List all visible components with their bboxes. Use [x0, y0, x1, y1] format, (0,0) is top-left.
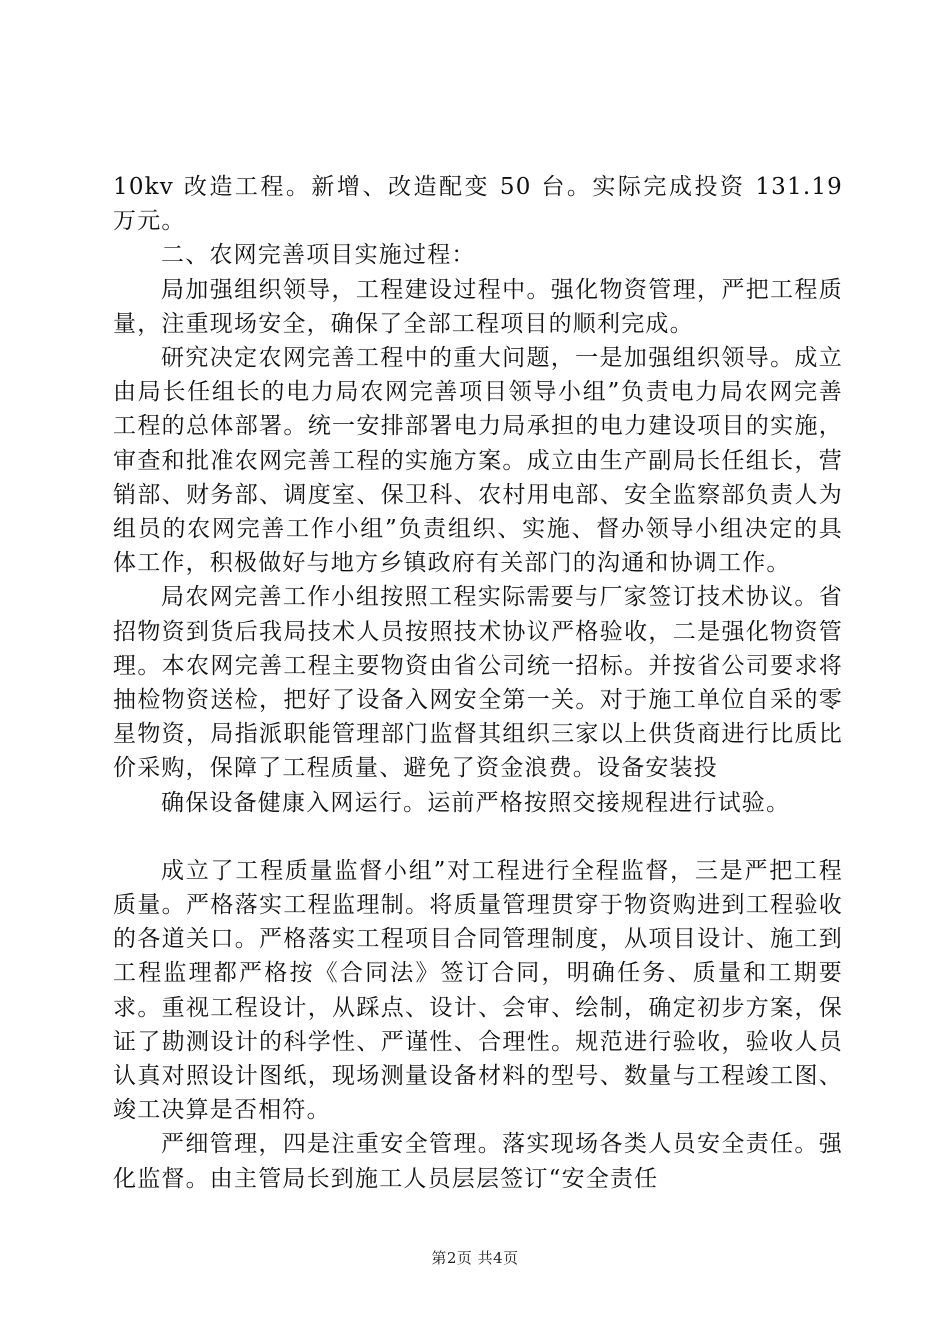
- page-number-footer: 第2页 共4页: [431, 1249, 519, 1267]
- section-heading-implementation: 二、农网完善项目实施过程：: [161, 242, 476, 269]
- paragraph-investment-summary: 10kv 改造工程。新增、改造配变 50 台。实际完成投资 131.19 万元。: [113, 174, 843, 235]
- paragraph-organization: 研究决定农网完善工程中的重大问题，一是加强组织领导。成立由局长任组长的电力局农网完善项目领导小组”负责电力局农网完善工程的总体部署。统一安排部署电力局承担的电力建设项目的实施，审查和批准农网完善工程的实施方案。成立由生产副局长任组长，营销部、财务部、调度室、保卫科、农村用电部、安全监察部负责人为组员的农网完善工作小组”负责组织、实施、督办领导小组决定的具体工作，积极做好与地方乡镇政府有关部门的沟通和协调工作。: [113, 345, 843, 577]
- paragraph-overview: 局加强组织领导，工程建设过程中。强化物资管理，严把工程质量，注重现场安全，确保了全部工程项目的顺利完成。: [113, 276, 843, 337]
- paragraph-safety: 严细管理，四是注重安全管理。落实现场各类人员安全责任。强化监督。由主管局长到施工人员层层签订“安全责任: [113, 1131, 843, 1192]
- document-body: [113, 170, 843, 1196]
- paragraph-materials: 局农网完善工作小组按照工程实际需要与厂家签订技术协议。省招物资到货后我局技术人员按照技术协议严格验收，二是强化物资管理。本农网完善工程主要物资由省公司统一招标。并按省公司要求将抽检物资送检，把好了设备入网安全第一关。对于施工单位自采的零星物资，局指派职能管理部门监督其组织三家以上供货商进行比质比价采购，保障了工程质量、避免了资金浪费。设备安装投: [113, 584, 843, 782]
- paragraph-quality: 成立了工程质量监督小组”对工程进行全程监督，三是严把工程质量。严格落实工程监理制。将质量管理贯穿于物资购进到工程验收的各道关口。严格落实工程项目合同管理制度，从项目设计、施工到工程监理都严格按《合同法》签订合同，明确任务、质量和工期要求。重视工程设计，从踩点、设计、会审、绘制，确定初步方案，保证了勘测设计的科学性、严谨性、合理性。规范进行验收，验收人员认真对照设计图纸，现场测量设备材料的型号、数量与工程竣工图、竣工决算是否相符。: [113, 857, 843, 1124]
- paragraph-equipment-testing: 确保设备健康入网运行。运前严格按照交接规程进行试验。: [161, 789, 791, 816]
